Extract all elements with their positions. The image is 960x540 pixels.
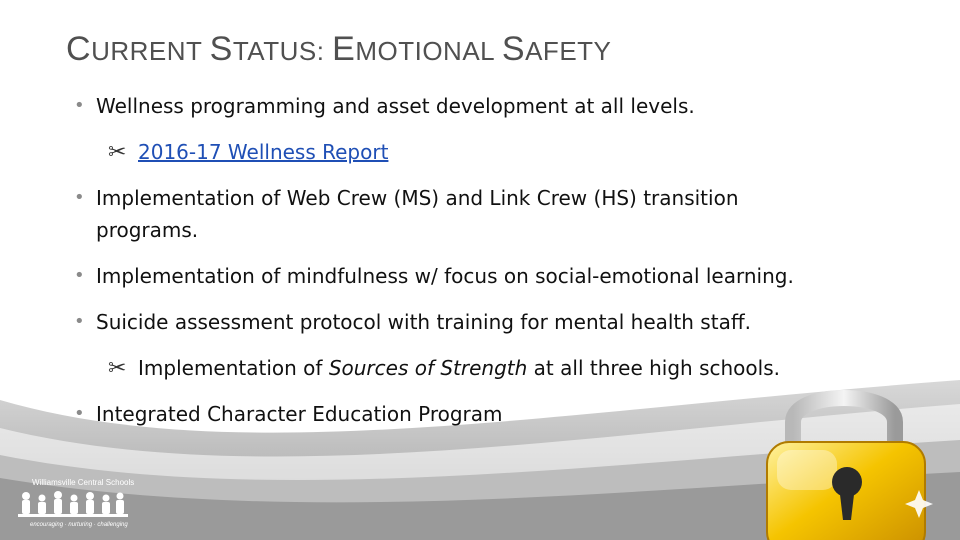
scissors-icon: ✂	[108, 140, 127, 165]
title-word: SAFETY	[501, 30, 612, 68]
bullet-text: Integrated Character Education Program	[96, 402, 503, 426]
bullet-dot: •	[74, 187, 85, 208]
sub-bullet-item	[108, 352, 780, 385]
logo-tagline: encouraging · nurturing · challenging	[30, 522, 128, 528]
sub-bullet-text: at all three high schools.	[527, 356, 780, 380]
bullet-text: Implementation of Web Crew (MS) and Link Crew (HS) transition programs.	[96, 186, 739, 242]
sub-bullet-text: Implementation of	[138, 356, 329, 380]
padlock-icon	[745, 380, 945, 540]
wellness-report-link[interactable]: 2016-17 Wellness Report	[138, 140, 389, 164]
bullet-dot: •	[74, 265, 85, 286]
scissors-icon: ✂	[108, 356, 127, 381]
bullet-dot: •	[74, 311, 85, 332]
sub-bullet-item	[108, 136, 388, 169]
bullet-dot: •	[74, 403, 85, 424]
school-logo	[18, 478, 135, 534]
bullet-dot: •	[74, 95, 85, 116]
bullet-text: Wellness programming and asset development at all levels.	[96, 94, 695, 118]
title-word: CURRENT	[66, 30, 210, 68]
bullet-text: Suicide assessment protocol with training for mental health staff.	[96, 310, 751, 334]
sources-of-strength-emphasis: Sources of Strength	[328, 356, 528, 380]
logo-name: Williamsville Central Schools	[32, 478, 135, 487]
title-word: STATUS:	[209, 30, 333, 68]
slide-title	[66, 30, 611, 69]
bullet-text: Implementation of mindfulness w/ focus on social-emotional learning.	[96, 264, 794, 288]
logo-figures-icon	[18, 488, 128, 522]
title-word: EMOTIONAL	[332, 30, 502, 68]
